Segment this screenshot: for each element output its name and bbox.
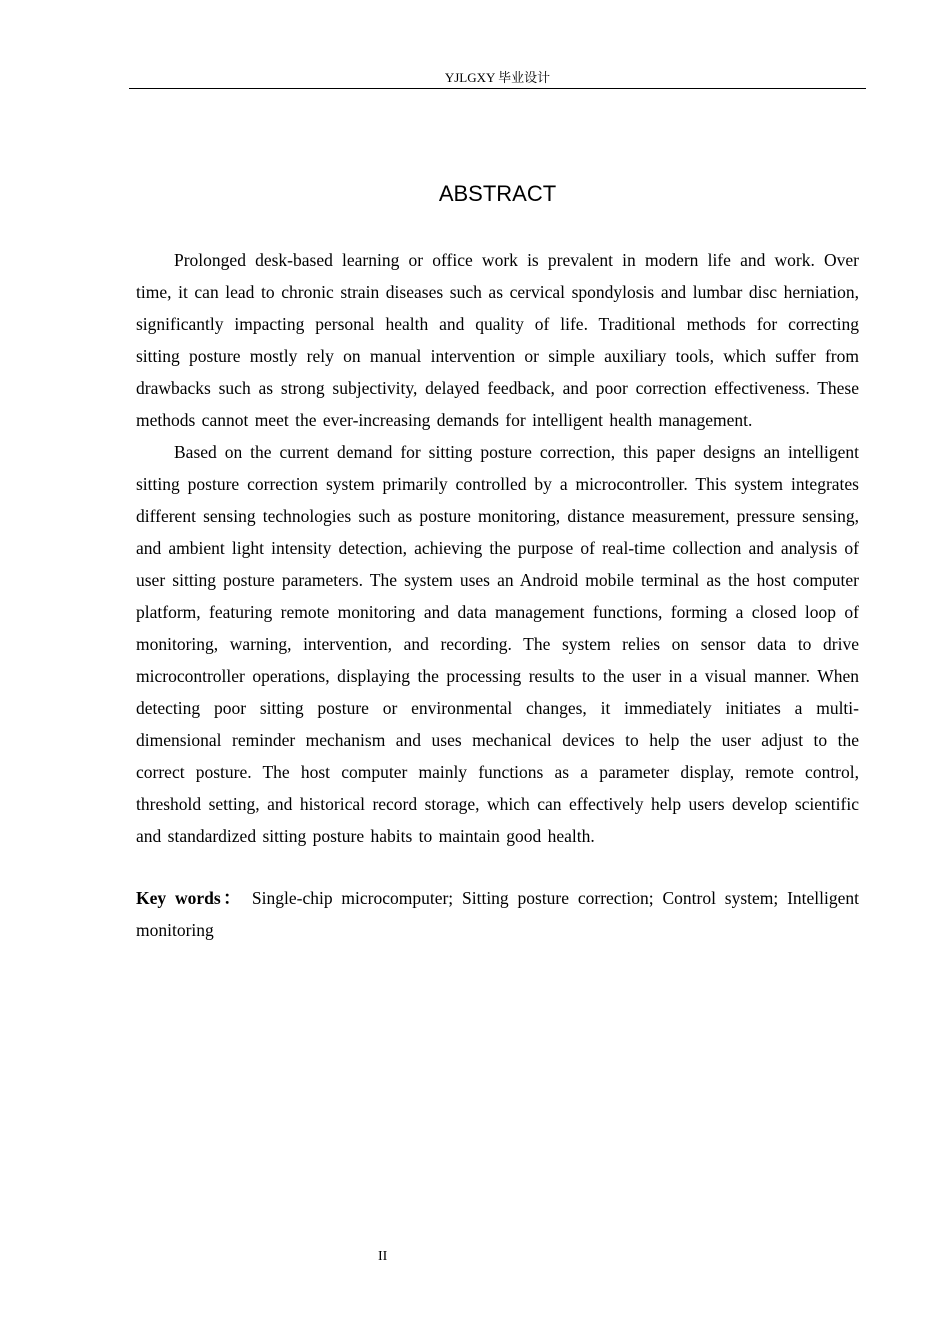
keywords-text: Single-chip microcomputer; Sitting posture correction; Control system; Intelligent monitoring [136, 888, 859, 940]
page-number: II [378, 1249, 388, 1264]
abstract-title: ABSTRACT [438, 181, 557, 206]
abstract-body [136, 244, 859, 946]
running-header [129, 70, 866, 89]
abstract-paragraph-1: Prolonged desk-based learning or office work is prevalent in modern life and work. Over time, it can lead to chronic strain diseases such as cervical spondylosis and lumbar disc herniation, significantly impacting personal health and quality of life. Traditional methods for correcting sitting posture mostly rely on manual intervention or simple auxiliary tools, which suffer from drawbacks such as strong subjectivity, delayed feedback, and poor correction effectiveness. These methods cannot meet the ever-increasing demands for intelligent health management. [136, 250, 859, 430]
keywords-label: Key words： [136, 888, 244, 908]
running-header-title: YJLGXY 毕业设计 [444, 70, 551, 85]
keywords-line [136, 882, 859, 946]
abstract-paragraph-2: Based on the current demand for sitting posture correction, this paper designs an intelligent sitting posture correction system primarily controlled by a microcontroller. This system integrates different sensing technologies such as posture monitoring, distance measurement, pressure sensing, and ambient light intensity detection, achieving the purpose of real-time collection and analysis of user sitting posture parameters. The system uses an Android mobile terminal as the host computer platform, featuring remote monitoring and data management functions, forming a closed loop of monitoring, warning, intervention, and recording. The system relies on sensor data to drive microcontroller operations, displaying the processing results to the user in a visual manner. When detecting poor sitting posture or environmental changes, it immediately initiates a multi-dimensional reminder mechanism and uses mechanical devices to help the user adjust to the correct posture. The host computer mainly functions as a parameter display, remote control, threshold setting, and historical record storage, which can effectively help users develop scientific and standardized sitting posture habits to maintain good health. [136, 442, 859, 846]
